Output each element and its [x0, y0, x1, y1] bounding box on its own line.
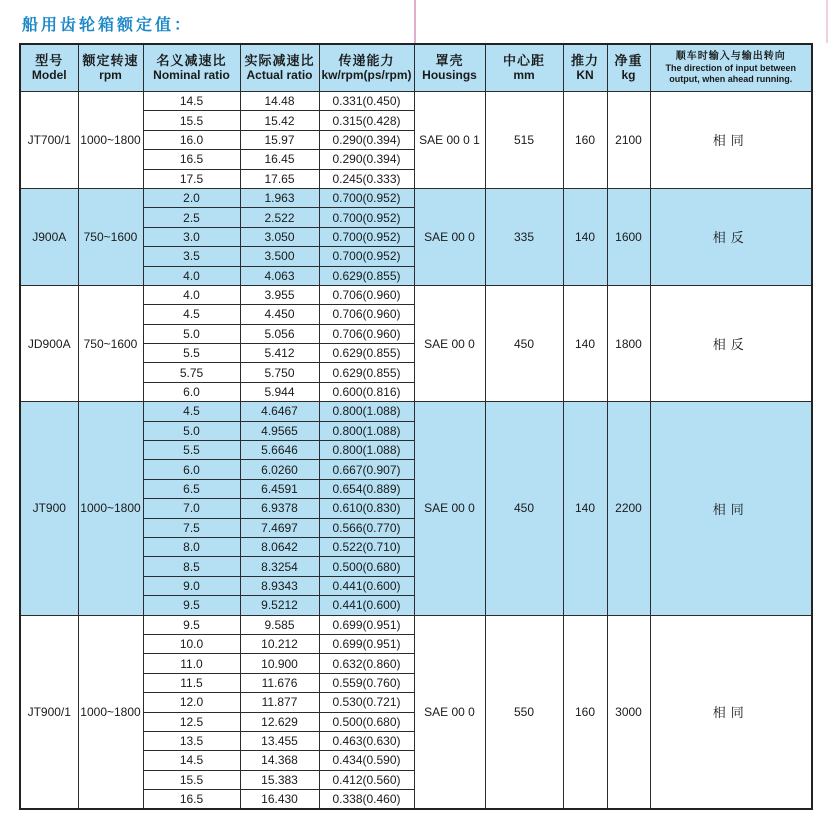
nominal-ratio-cell: 8.0 [143, 537, 240, 556]
col-header-net-weight [607, 44, 650, 92]
header-label-zh: 净重 [614, 52, 643, 68]
header-label-en: Actual ratio [246, 68, 313, 83]
header-label-zh: 传递能力 [338, 52, 395, 68]
nominal-ratio-cell: 3.0 [143, 227, 240, 246]
capacity-cell: 0.600(0.816) [319, 382, 414, 401]
model-cell: J900A [20, 188, 78, 285]
nominal-ratio-cell: 4.5 [143, 305, 240, 324]
actual-ratio-cell: 8.0642 [240, 537, 319, 556]
capacity-cell: 0.610(0.830) [319, 499, 414, 518]
nominal-ratio-cell: 6.0 [143, 382, 240, 401]
housing-cell: SAE 00 0 [414, 402, 485, 615]
header-label-en: The direction of input between output, when ahead running. [665, 63, 796, 85]
direction-cell: 相反 [650, 188, 812, 285]
header-label-zh: 顺车时输入与输出转向 [675, 50, 786, 62]
table-header [20, 44, 812, 92]
capacity-cell: 0.331(0.450) [319, 92, 414, 111]
capacity-cell: 0.706(0.960) [319, 285, 414, 304]
header-row [20, 44, 812, 92]
nominal-ratio-cell: 4.0 [143, 285, 240, 304]
actual-ratio-cell: 4.063 [240, 266, 319, 285]
direction-cell: 相同 [650, 402, 812, 615]
direction-cell: 相反 [650, 285, 812, 401]
actual-ratio-cell: 14.48 [240, 92, 319, 111]
weight-cell: 1800 [607, 285, 650, 401]
actual-ratio-cell: 5.056 [240, 324, 319, 343]
actual-ratio-cell: 15.97 [240, 130, 319, 149]
actual-ratio-cell: 9.585 [240, 615, 319, 634]
actual-ratio-cell: 3.500 [240, 247, 319, 266]
actual-ratio-cell: 5.6646 [240, 441, 319, 460]
capacity-cell: 0.632(0.860) [319, 654, 414, 673]
actual-ratio-cell: 14.368 [240, 751, 319, 770]
actual-ratio-cell: 5.750 [240, 363, 319, 382]
capacity-cell: 0.706(0.960) [319, 305, 414, 324]
page-column-rule-left [414, 0, 416, 43]
nominal-ratio-cell: 14.5 [143, 751, 240, 770]
capacity-cell: 0.434(0.590) [319, 751, 414, 770]
capacity-cell: 0.290(0.394) [319, 130, 414, 149]
actual-ratio-cell: 3.955 [240, 285, 319, 304]
nominal-ratio-cell: 7.5 [143, 518, 240, 537]
nominal-ratio-cell: 11.0 [143, 654, 240, 673]
header-label-zh: 名义减速比 [156, 52, 227, 68]
nominal-ratio-cell: 2.5 [143, 208, 240, 227]
actual-ratio-cell: 16.45 [240, 150, 319, 169]
capacity-cell: 0.800(1.088) [319, 402, 414, 421]
actual-ratio-cell: 5.944 [240, 382, 319, 401]
capacity-cell: 0.706(0.960) [319, 324, 414, 343]
thrust-cell: 160 [563, 92, 607, 189]
header-label-zh: 实际减速比 [244, 52, 315, 68]
nominal-ratio-cell: 6.5 [143, 479, 240, 498]
rpm-cell: 1000~1800 [78, 402, 143, 615]
nominal-ratio-cell: 4.0 [143, 266, 240, 285]
actual-ratio-cell: 5.412 [240, 344, 319, 363]
col-header-direction [650, 44, 812, 92]
col-header-model [20, 44, 78, 92]
header-label-en: mm [513, 68, 535, 83]
nominal-ratio-cell: 14.5 [143, 92, 240, 111]
actual-ratio-cell: 15.42 [240, 111, 319, 130]
capacity-cell: 0.700(0.952) [319, 208, 414, 227]
actual-ratio-cell: 10.212 [240, 634, 319, 653]
capacity-cell: 0.700(0.952) [319, 227, 414, 246]
header-label-en: Model [31, 68, 67, 83]
header-label-zh: 罩壳 [435, 52, 464, 68]
rpm-cell: 1000~1800 [78, 92, 143, 189]
center-distance-cell: 450 [485, 402, 563, 615]
actual-ratio-cell: 11.877 [240, 693, 319, 712]
col-header-actual-ratio [240, 44, 319, 92]
col-header-capacity [319, 44, 414, 92]
capacity-cell: 0.290(0.394) [319, 150, 414, 169]
nominal-ratio-cell: 12.0 [143, 693, 240, 712]
capacity-cell: 0.500(0.680) [319, 557, 414, 576]
thrust-cell: 140 [563, 402, 607, 615]
center-distance-cell: 550 [485, 615, 563, 809]
nominal-ratio-cell: 2.0 [143, 188, 240, 207]
capacity-cell: 0.667(0.907) [319, 460, 414, 479]
header-label-zh: 额定转速 [82, 52, 139, 68]
header-label-en: Nominal ratio [153, 68, 230, 83]
table-row [20, 402, 812, 421]
actual-ratio-cell: 9.5212 [240, 596, 319, 615]
actual-ratio-cell: 7.4697 [240, 518, 319, 537]
capacity-cell: 0.463(0.630) [319, 731, 414, 750]
nominal-ratio-cell: 16.0 [143, 130, 240, 149]
weight-cell: 1600 [607, 188, 650, 285]
col-header-center-distance [485, 44, 563, 92]
capacity-cell: 0.559(0.760) [319, 673, 414, 692]
col-header-housing [414, 44, 485, 92]
nominal-ratio-cell: 9.5 [143, 596, 240, 615]
capacity-cell: 0.654(0.889) [319, 479, 414, 498]
actual-ratio-cell: 15.383 [240, 770, 319, 789]
thrust-cell: 140 [563, 285, 607, 401]
center-distance-cell: 515 [485, 92, 563, 189]
capacity-cell: 0.629(0.855) [319, 266, 414, 285]
actual-ratio-cell: 12.629 [240, 712, 319, 731]
header-label-en: kw/rpm(ps/rpm) [321, 68, 412, 83]
table-row [20, 92, 812, 111]
direction-cell: 相同 [650, 92, 812, 189]
capacity-cell: 0.522(0.710) [319, 537, 414, 556]
page-title: 船用齿轮箱额定值： [22, 17, 194, 34]
nominal-ratio-cell: 5.5 [143, 441, 240, 460]
thrust-cell: 160 [563, 615, 607, 809]
housing-cell: SAE 00 0 [414, 285, 485, 401]
capacity-cell: 0.566(0.770) [319, 518, 414, 537]
capacity-cell: 0.700(0.952) [319, 247, 414, 266]
direction-cell: 相同 [650, 615, 812, 809]
housing-cell: SAE 00 0 1 [414, 92, 485, 189]
nominal-ratio-cell: 5.75 [143, 363, 240, 382]
header-label-zh: 型号 [35, 52, 64, 68]
nominal-ratio-cell: 9.5 [143, 615, 240, 634]
capacity-cell: 0.699(0.951) [319, 634, 414, 653]
page-column-rule-right [826, 0, 828, 43]
gearbox-ratings-table [19, 43, 813, 810]
capacity-cell: 0.700(0.952) [319, 188, 414, 207]
model-cell: JT900/1 [20, 615, 78, 809]
actual-ratio-cell: 8.3254 [240, 557, 319, 576]
capacity-cell: 0.441(0.600) [319, 576, 414, 595]
nominal-ratio-cell: 10.0 [143, 634, 240, 653]
nominal-ratio-cell: 13.5 [143, 731, 240, 750]
header-label-en: KN [576, 68, 594, 83]
model-cell: JD900A [20, 285, 78, 401]
actual-ratio-cell: 2.522 [240, 208, 319, 227]
col-header-thrust [563, 44, 607, 92]
header-label-en: kg [621, 68, 636, 83]
capacity-cell: 0.412(0.560) [319, 770, 414, 789]
weight-cell: 2200 [607, 402, 650, 615]
weight-cell: 2100 [607, 92, 650, 189]
actual-ratio-cell: 13.455 [240, 731, 319, 750]
actual-ratio-cell: 4.6467 [240, 402, 319, 421]
capacity-cell: 0.530(0.721) [319, 693, 414, 712]
nominal-ratio-cell: 5.0 [143, 324, 240, 343]
capacity-cell: 0.338(0.460) [319, 790, 414, 809]
actual-ratio-cell: 6.0260 [240, 460, 319, 479]
actual-ratio-cell: 11.676 [240, 673, 319, 692]
rpm-cell: 1000~1800 [78, 615, 143, 809]
actual-ratio-cell: 10.900 [240, 654, 319, 673]
nominal-ratio-cell: 15.5 [143, 770, 240, 789]
actual-ratio-cell: 17.65 [240, 169, 319, 188]
table-row [20, 615, 812, 634]
capacity-cell: 0.699(0.951) [319, 615, 414, 634]
nominal-ratio-cell: 3.5 [143, 247, 240, 266]
nominal-ratio-cell: 4.5 [143, 402, 240, 421]
table-body [20, 92, 812, 809]
rpm-cell: 750~1600 [78, 188, 143, 285]
nominal-ratio-cell: 7.0 [143, 499, 240, 518]
table-row [20, 285, 812, 304]
actual-ratio-cell: 4.9565 [240, 421, 319, 440]
nominal-ratio-cell: 5.5 [143, 344, 240, 363]
nominal-ratio-cell: 11.5 [143, 673, 240, 692]
weight-cell: 3000 [607, 615, 650, 809]
capacity-cell: 0.800(1.088) [319, 421, 414, 440]
actual-ratio-cell: 16.430 [240, 790, 319, 809]
header-label-zh: 推力 [570, 52, 599, 68]
actual-ratio-cell: 4.450 [240, 305, 319, 324]
nominal-ratio-cell: 15.5 [143, 111, 240, 130]
actual-ratio-cell: 1.963 [240, 188, 319, 207]
actual-ratio-cell: 3.050 [240, 227, 319, 246]
header-label-en: Housings [422, 68, 477, 83]
nominal-ratio-cell: 17.5 [143, 169, 240, 188]
capacity-cell: 0.500(0.680) [319, 712, 414, 731]
nominal-ratio-cell: 8.5 [143, 557, 240, 576]
nominal-ratio-cell: 9.0 [143, 576, 240, 595]
capacity-cell: 0.441(0.600) [319, 596, 414, 615]
rpm-cell: 750~1600 [78, 285, 143, 401]
capacity-cell: 0.629(0.855) [319, 363, 414, 382]
capacity-cell: 0.245(0.333) [319, 169, 414, 188]
capacity-cell: 0.315(0.428) [319, 111, 414, 130]
housing-cell: SAE 00 0 [414, 615, 485, 809]
thrust-cell: 140 [563, 188, 607, 285]
actual-ratio-cell: 6.9378 [240, 499, 319, 518]
nominal-ratio-cell: 6.0 [143, 460, 240, 479]
nominal-ratio-cell: 16.5 [143, 150, 240, 169]
capacity-cell: 0.800(1.088) [319, 441, 414, 460]
model-cell: JT700/1 [20, 92, 78, 189]
housing-cell: SAE 00 0 [414, 188, 485, 285]
nominal-ratio-cell: 5.0 [143, 421, 240, 440]
capacity-cell: 0.629(0.855) [319, 344, 414, 363]
col-header-rated-speed [78, 44, 143, 92]
header-label-zh: 中心距 [502, 52, 545, 68]
center-distance-cell: 335 [485, 188, 563, 285]
actual-ratio-cell: 6.4591 [240, 479, 319, 498]
table-row [20, 188, 812, 207]
center-distance-cell: 450 [485, 285, 563, 401]
col-header-nominal-ratio [143, 44, 240, 92]
header-label-en: rpm [99, 68, 122, 83]
nominal-ratio-cell: 16.5 [143, 790, 240, 809]
model-cell: JT900 [20, 402, 78, 615]
nominal-ratio-cell: 12.5 [143, 712, 240, 731]
actual-ratio-cell: 8.9343 [240, 576, 319, 595]
